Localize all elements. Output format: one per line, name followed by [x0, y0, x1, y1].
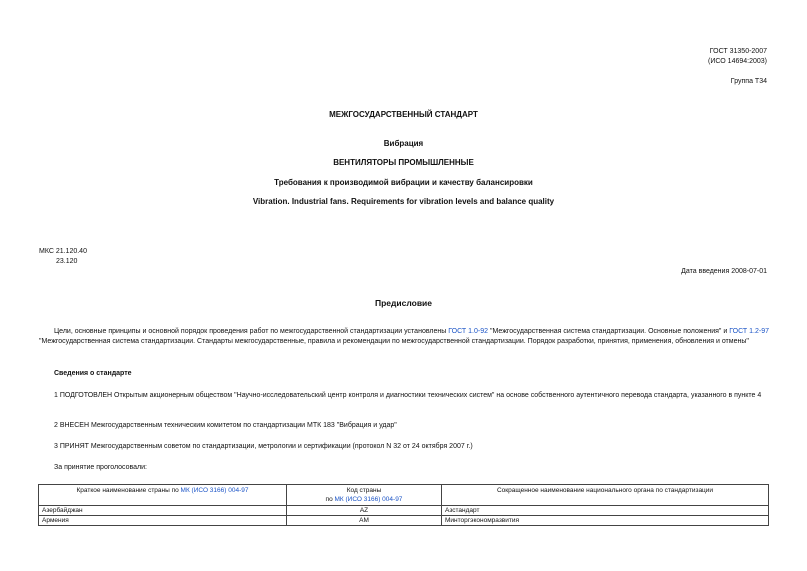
body-cell: Азстандарт — [442, 506, 769, 516]
document-codes — [708, 47, 767, 66]
intro-date: Дата введения 2008-07-01 — [681, 268, 767, 275]
body-cell: Минторгэкономразвития — [442, 516, 769, 526]
voting-table — [38, 484, 769, 526]
item-3: 3 ПРИНЯТ Межгосударственным советом по стандартизации, метрологии и сертификации (протокол N 32 от 24 октября 2007 г.) — [54, 443, 473, 450]
col-country-text: Краткое наименование страны по — [76, 487, 181, 494]
p1-end: "Межгосударственная система стандартизации. Стандарты межгосударственные, правила и рекомендации по межгосударственной стандартизации. Порядок разработки, принятия, применения, обновления и отмены" — [39, 338, 749, 345]
gost-number: ГОСТ 31350-2007 — [709, 48, 767, 55]
code-cell: AZ — [287, 506, 442, 516]
p1-mid: "Межгосударственная система стандартизации. Основные положения" и — [488, 328, 730, 335]
main-title: ВЕНТИЛЯТОРЫ ПРОМЫШЛЕННЫЕ — [333, 158, 474, 167]
code-cell: AM — [287, 516, 442, 526]
subtitle-ru: Требования к производимой вибрации и качеству балансировки — [274, 178, 533, 187]
gost-1-0-link[interactable]: ГОСТ 1.0-92 — [448, 328, 489, 335]
table-row — [39, 506, 769, 516]
item-1: 1 ПОДГОТОВЛЕН Открытым акционерным обществом "Научно-исследовательский центр контроля и диагностики технических систем" на основе собственного аутентичного перевода стандарта, указанного в пункте 4 — [54, 392, 762, 399]
standard-type: МЕЖГОСУДАРСТВЕННЫЙ СТАНДАРТ — [329, 110, 478, 119]
country-cell: Армения — [39, 516, 287, 526]
col-country-header — [39, 485, 287, 506]
item-2: 2 ВНЕСЕН Межгосударственным техническим комитетом по стандартизации МТК 183 "Вибрация и удар" — [54, 422, 397, 429]
col-code-text: Код страны — [346, 487, 382, 494]
table-row — [39, 516, 769, 526]
p1-start: Цели, основные принципы и основной порядок проведения работ по межгосударственной стандартизации установлены — [54, 328, 449, 335]
mks-code-2: 23.120 — [56, 258, 78, 265]
country-cell: Азербайджан — [39, 506, 287, 516]
foreword-heading: Предисловие — [374, 298, 433, 308]
col-code-prefix: по — [325, 496, 335, 503]
table-header-row — [39, 485, 769, 506]
mk-iso-link[interactable]: МК (ИСО 3166) 004-97 — [180, 487, 249, 494]
subject-title: Вибрация — [383, 139, 424, 148]
col-body-header: Сокращенное наименование национального органа по стандартизации — [442, 485, 769, 506]
subtitle-en: Vibration. Industrial fans. Requirements for vibration levels and balance quality — [252, 197, 555, 206]
col-code-header — [287, 485, 442, 506]
mks-code-1: МКС 21.120.40 — [39, 248, 87, 255]
vote-line: За принятие проголосовали: — [54, 464, 147, 471]
gost-1-2-link[interactable]: ГОСТ 1.2-97 — [729, 328, 770, 335]
foreword-paragraph — [39, 327, 769, 347]
mk-iso-link-2[interactable]: МК (ИСО 3166) 004-97 — [334, 496, 403, 503]
iso-number: (ИСО 14694:2003) — [708, 57, 767, 65]
info-heading: Сведения о стандарте — [54, 370, 132, 377]
group-label: Группа Т34 — [730, 78, 767, 85]
